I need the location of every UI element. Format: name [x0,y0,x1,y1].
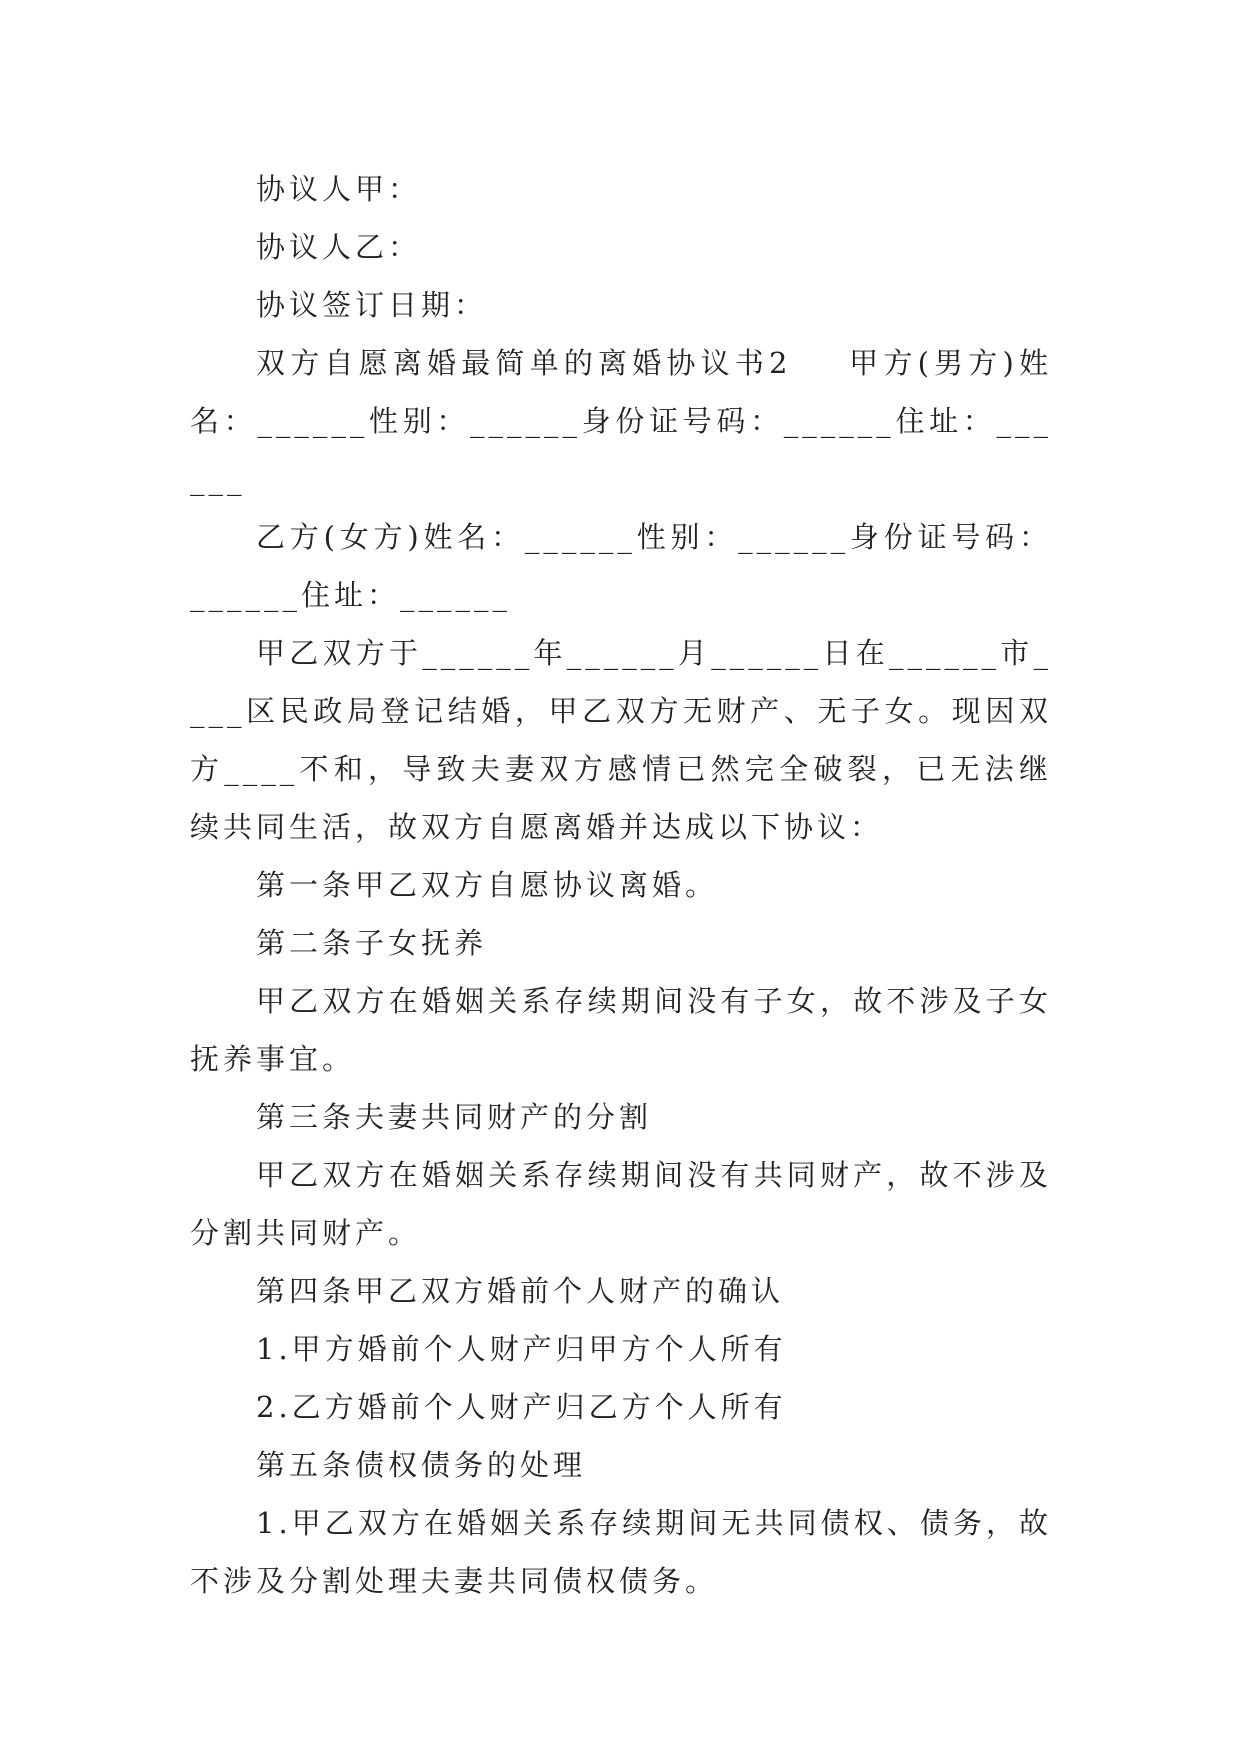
paragraph-wife-info: 乙方(女方)姓名：______性别：______身份证号码：______住址：______ [190,520,1052,612]
article-5-heading: 第五条债权债务的处理 [256,1448,587,1482]
article-2-heading: 第二条子女抚养 [256,926,488,960]
document-body [190,160,1052,1610]
paragraph-marriage-registration: 甲乙双方于______年______月______日在______市____区民政局登记结婚，甲乙双方无财产、无子女。现因双方____不和，导致夫妻双方感情已然完全破裂，已无法继续共同生活，故双方自愿离婚并达成以下协议： [190,636,1052,844]
article-5-item-1: 1.甲乙双方在婚姻关系存续期间无共同债权、债务，故不涉及分割处理夫妻共同债权债务。 [190,1506,1052,1598]
article-2-body: 甲乙双方在婚姻关系存续期间没有子女，故不涉及子女抚养事宜。 [190,984,1052,1076]
article-4-item-2: 2.乙方婚前个人财产归乙方个人所有 [256,1390,787,1424]
paragraph-husband-info: 双方自愿离婚最简单的离婚协议书2 甲方(男方)姓名：______性别：______身份证号码：______住址：______ [190,346,1052,496]
paragraph-party-b: 协议人乙： [256,230,422,264]
paragraph-sign-date: 协议签订日期： [256,288,488,322]
article-3-heading: 第三条夫妻共同财产的分割 [256,1100,653,1134]
article-3-body: 甲乙双方在婚姻关系存续期间没有共同财产，故不涉及分割共同财产。 [190,1158,1052,1250]
article-4-item-1: 1.甲方婚前个人财产归甲方个人所有 [256,1332,787,1366]
article-4-heading: 第四条甲乙双方婚前个人财产的确认 [256,1274,785,1308]
article-1-heading: 第一条甲乙双方自愿协议离婚。 [256,868,719,902]
paragraph-party-a: 协议人甲： [256,172,422,206]
